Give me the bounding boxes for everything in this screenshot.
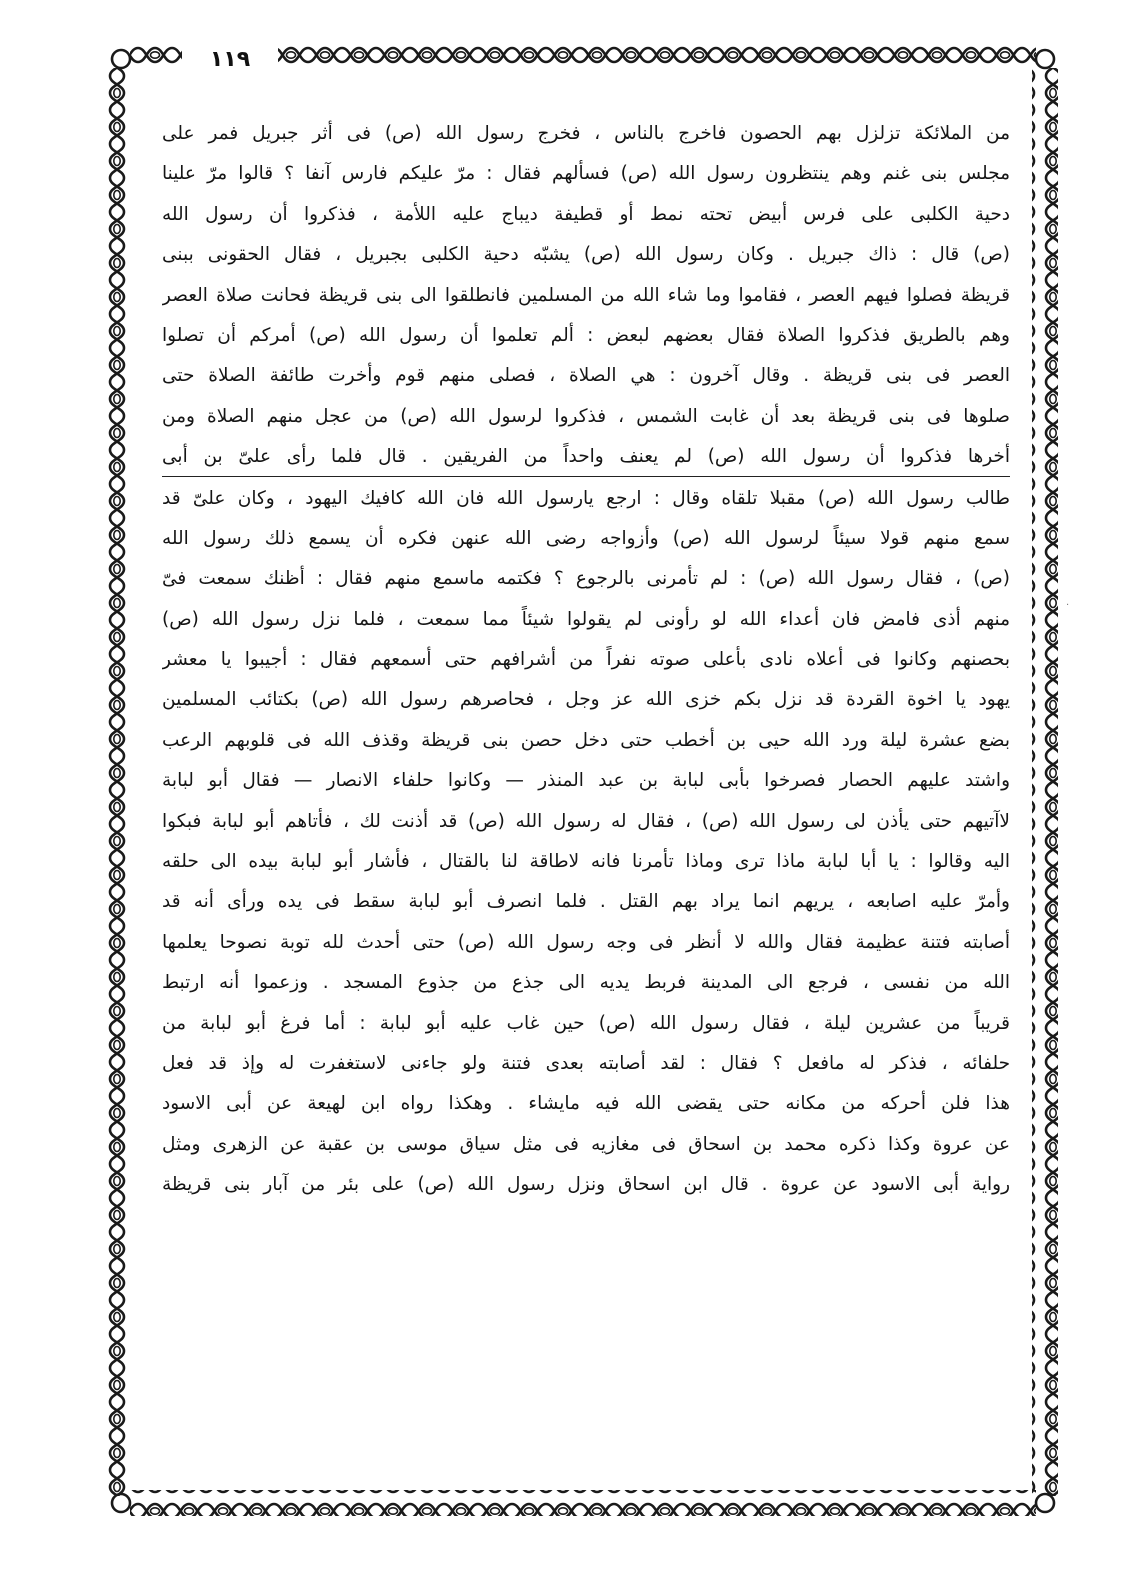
page-number-box <box>182 42 278 76</box>
text-line: عن عروة وكذا ذكره محمد بن اسحاق فى مغازيه فى مثل سياق موسى بن عقبة عن الزهرى ومثل <box>162 1133 1010 1155</box>
text-line: بحصنهم وكانوا فى أعلاه نادى بأعلى صوته نفراً من أشرافهم حتى أسمعهم فقال : أجيبوا يا معشر <box>162 649 1010 671</box>
page-number: ١١٩ <box>209 46 251 72</box>
text-line: وهم بالطريق فذكروا الصلاة فقال بعضهم لبعض : ألم تعلموا أن رسول الله (ص) أمركم أن تصلوا <box>162 324 1010 346</box>
text-line: هذا فلن أحركه من مكانه حتى يقضى الله فيه مايشاء . وهكذا رواه ابن لهيعة عن أبى الاسود <box>162 1093 1010 1115</box>
text-line: طالب رسول الله (ص) مقبلا تلقاه وقال : ارجع يارسول الله فان الله كافيك اليهود ، وكان علىّ قد <box>162 487 1010 509</box>
text-line: وأمرّ عليه اصابعه ، يريهم انما يراد بهم القتل . فلما انصرف أبو لبابة سقط فى يده ورأى أنه قد <box>162 891 1010 913</box>
text-line: أصابته فتنة عظيمة فقال والله لا أنظر فى وجه رسول الله (ص) حتى أحدث لله توبة نصوحا يعلمها <box>162 931 1010 953</box>
text-line: العصر فى بنى قريظة . وقال آخرون : هي الصلاة ، فصلى منهم قوم وأخرت طائفة الصلاة حتى <box>162 365 1010 387</box>
text-line: (ص) قال : ذاك جبريل . وكان رسول الله (ص) يشبّه دحية الكلبى بجبريل ، فقال الحقونى ببنى <box>162 244 1010 266</box>
text-line: قريباً من عشرين ليلة ، فقال رسول الله (ص) حين غاب عليه أبو لبابة : أما فرغ أبو لبابة من <box>162 1012 1010 1034</box>
text-line: بضع عشرة ليلة ورد الله حيى بن أخطب حتى دخل حصن بنى قريظة وقذف الله فى قلوبهم الرعب <box>162 729 1010 751</box>
margin-pencil-mark-icon: · <box>1066 600 1070 611</box>
text-line: واشتد عليهم الحصار فصرخوا بأبى لبابة بن عبد المنذر — وكانوا حلفاء الانصار — فقال أبو لبابة <box>162 770 1010 792</box>
text-line: حلفائه ، فذكر له مافعل ؟ فقال : لقد أصابته بعدى فتنة ولو جاءنى لاستغفرت له وإذ قد فعل <box>162 1052 1010 1074</box>
text-line: الله من نفسى ، فرجع الى المدينة فربط يديه الى جذع من جذوع المسجد . وزعموا أنه ارتبط <box>162 972 1010 994</box>
text-line: سمع منهم قولا سيئاً لرسول الله (ص) وأزواجه رضى الله عنهن فكره أن يسمع ذلك رسول الله <box>162 527 1010 549</box>
text-line: (ص) ، فقال رسول الله (ص) : لم تأمرنى بالرجوع ؟ فكتمه ماسمع منهم فقال : أظنك سمعت فىّ <box>162 568 1010 590</box>
body-text <box>162 114 1010 1449</box>
text-line: منهم أذى فامض فان أعداء الله لو رأونى لم يقولوا شيئاً مما سمعت ، فلما نزل رسول الله (ص) <box>162 608 1010 630</box>
text-line: من الملائكة تزلزل بهم الحصون فاخرج بالناس ، فخرج رسول الله (ص) فى أثر جبريل فمر على <box>162 123 1010 144</box>
text-line: يهود يا اخوة القردة قد نزل بكم خزى الله عز وجل ، فحاصرهم رسول الله (ص) بكتائب المسلمين <box>162 689 1010 711</box>
text-line: صلوها فى بنى قريظة بعد أن غابت الشمس ، فذكروا لرسول الله (ص) من عجل منهم الصلاة ومن <box>162 405 1010 427</box>
text-line: لاآتيهم حتى يأذن لى رسول الله (ص) ، فقال له رسول الله (ص) قد أذنت لك ، فأتاهم أبو لبابة فبكوا <box>162 810 1010 832</box>
page-frame <box>104 42 1062 1522</box>
text-line: مجلس بنى غنم وهم ينتظرون رسول الله (ص) فسألهم فقال : مرّ عليكم فارس آنفا ؟ قالوا مرّ علينا <box>162 163 1010 185</box>
text-line: دحية الكلبى على فرس أبيض تحته نمط أو قطيفة ديباج عليه اللأمة ، فذكروا أن رسول الله <box>162 203 1010 225</box>
text-line-underlined: أخرها فذكروا أن رسول الله (ص) لم يعنف واحداً من الفريقين . قال فلما رأى علىّ بن أبى <box>162 437 1010 477</box>
text-line: قريظة فصلوا فيهم العصر ، فقاموا وما شاء الله من المسلمين فانطلقوا الى بنى قريظة فحانت صلاة العصر <box>162 284 1010 306</box>
text-line: اليه وقالوا : يا أبا لبابة ماذا ترى وماذا تأمرنا فانه لاطاقة لنا بالقتال ، فأشار أبو لبابة بيده الى حلقه <box>162 851 1010 873</box>
text-line: رواية أبى الاسود عن عروة . قال ابن اسحاق ونزل رسول الله (ص) على بئر من آبار بنى قريظة <box>162 1174 1010 1196</box>
